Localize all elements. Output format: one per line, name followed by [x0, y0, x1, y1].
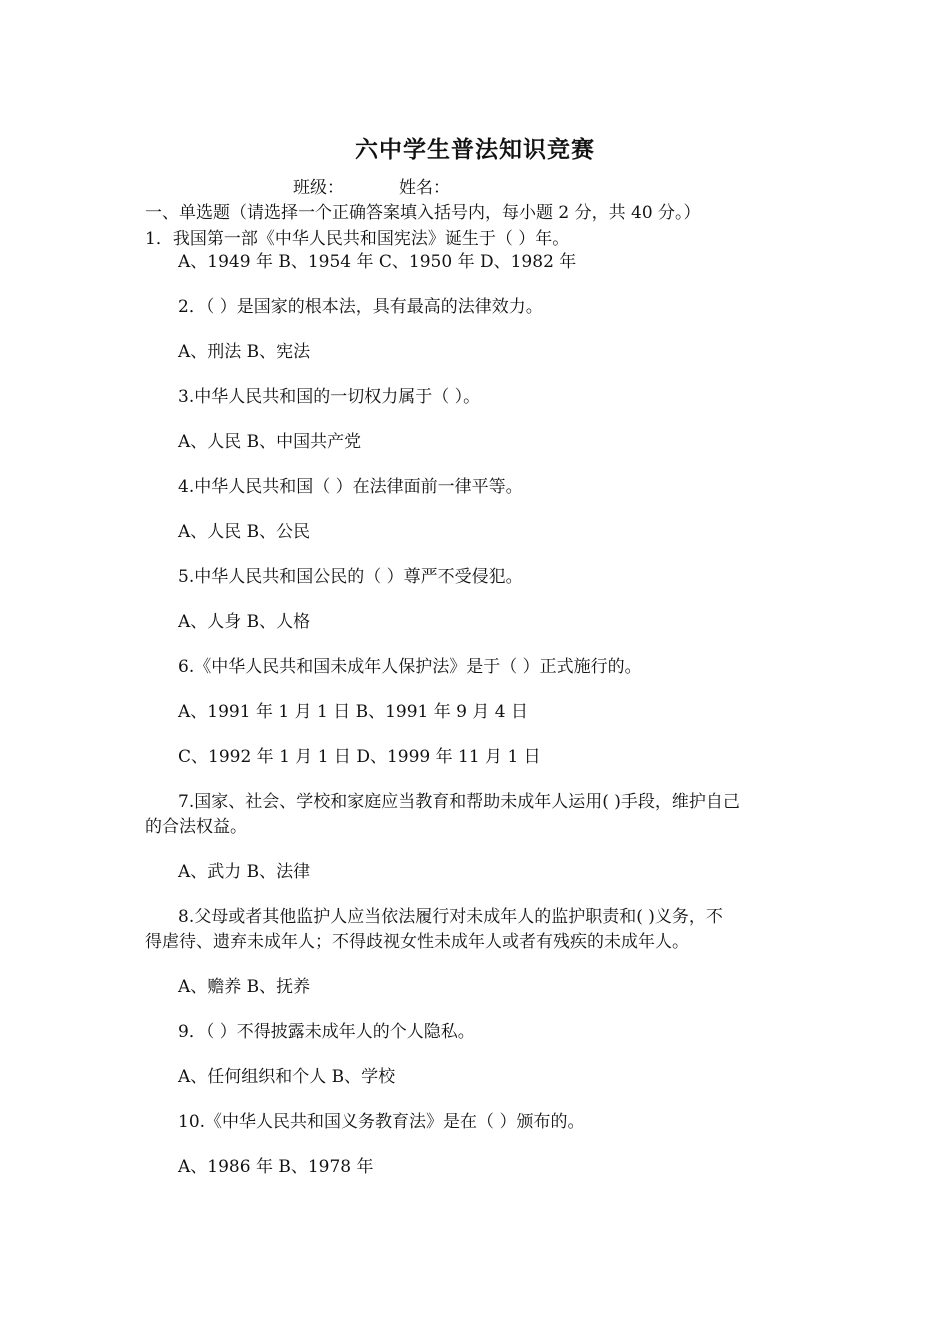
question-10-stem: 10.《中华人民共和国义务教育法》是在（ ）颁布的。	[178, 1112, 585, 1132]
question-3-stem: 3.中华人民共和国的一切权力属于（ ）。	[178, 387, 481, 407]
question-10-options: A、1986 年 B、1978 年	[178, 1157, 374, 1177]
question-6-options-2: C、1992 年 1 月 1 日 D、1999 年 11 月 1 日	[178, 747, 541, 767]
question-4-options: A、人民 B、公民	[178, 522, 311, 542]
question-7-stem-line-1: 7.国家、社会、学校和家庭应当教育和帮助未成年人运用( )手段，维护自己	[178, 792, 740, 812]
page-title: 六中学生普法知识竞赛	[355, 136, 595, 163]
question-6-stem: 6.《中华人民共和国未成年人保护法》是于（ ）正式施行的。	[178, 657, 642, 677]
class-label: 班级：	[293, 178, 344, 198]
question-9-stem: 9．（ ）不得披露未成年人的个人隐私。	[178, 1022, 475, 1042]
question-5-options: A、人身 B、人格	[178, 612, 311, 632]
question-7-options: A、武力 B、法律	[178, 862, 311, 882]
question-2-options: A、刑法 B、宪法	[178, 342, 311, 362]
question-4-stem: 4.中华人民共和国（ ）在法律面前一律平等。	[178, 477, 523, 497]
question-1-stem: 1．我国第一部《中华人民共和国宪法》诞生于（ ）年。	[145, 229, 570, 249]
name-label: 姓名：	[399, 178, 450, 198]
question-2-stem: 2．（ ）是国家的根本法，具有最高的法律效力。	[178, 297, 543, 317]
question-9-options: A、任何组织和个人 B、学校	[178, 1067, 396, 1087]
question-3-options: A、人民 B、中国共产党	[178, 432, 362, 452]
question-8-options: A、赡养 B、抚养	[178, 977, 311, 997]
question-8-stem-line-2: 得虐待、遗弃未成年人；不得歧视女性未成年人或者有残疾的未成年人。	[145, 932, 689, 952]
question-1-options: A、1949 年 B、1954 年 C、1950 年 D、1982 年	[178, 252, 577, 272]
question-6-options-1: A、1991 年 1 月 1 日 B、1991 年 9 月 4 日	[178, 702, 529, 722]
question-7-stem-line-2: 的合法权益。	[145, 817, 247, 837]
question-5-stem: 5.中华人民共和国公民的（ ）尊严不受侵犯。	[178, 567, 523, 587]
section-heading: 一、单选题（请选择一个正确答案填入括号内，每小题 2 分，共 40 分。）	[145, 203, 701, 223]
question-8-stem-line-1: 8.父母或者其他监护人应当依法履行对未成年人的监护职责和( )义务，不	[178, 907, 723, 927]
